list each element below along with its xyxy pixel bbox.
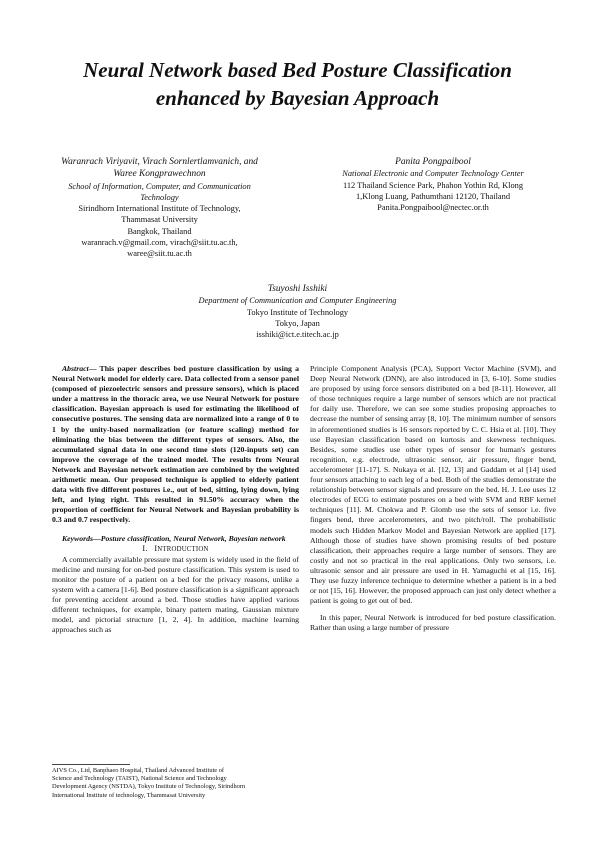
author-city: Bangkok, Thailand bbox=[127, 226, 192, 236]
keywords-body: Posture classification, Neural Network, Bayesian network bbox=[100, 533, 286, 543]
author-institute: Tokyo Institute of Technology bbox=[246, 307, 349, 317]
author-address: 112 Thailand Science Park, Phahon Yothin Rd, Klong bbox=[342, 180, 524, 190]
abstract bbox=[52, 364, 299, 526]
author-name: Panita Pongpaibool bbox=[395, 157, 471, 167]
abstract-dash: — bbox=[88, 364, 100, 373]
intro-paragraph-2: In this paper, Neural Network is introduced for bed posture classification. Rather than using a large number of pressure bbox=[310, 613, 556, 633]
author-email: isshiki@ict.e.titech.ac.jp bbox=[256, 330, 339, 340]
author-department: National Electronic and Computer Technology Center bbox=[342, 169, 524, 179]
section-title-initial: I bbox=[154, 543, 158, 553]
right-column bbox=[310, 364, 556, 633]
author-email: Panita.Pongpaibool@nectec.or.th bbox=[377, 203, 489, 213]
author-department-cont: Technology bbox=[140, 193, 179, 203]
author-block-1 bbox=[22, 156, 297, 259]
author-city: Tokyo, Japan bbox=[275, 318, 320, 328]
section-heading-introduction bbox=[52, 544, 299, 555]
keywords bbox=[52, 534, 299, 544]
author-block-2 bbox=[300, 156, 566, 213]
section-numeral: I. bbox=[142, 543, 148, 553]
author-department: Department of Communication and Computer Engineering bbox=[198, 296, 397, 306]
author-email-cont: waree@siit.tu.ac.th bbox=[127, 249, 192, 259]
footnote-line: AIVS Co., Ltd, Banphaeo Hospital, Thailand Advanced Institute of bbox=[52, 767, 225, 774]
intro-paragraph-1: A commercially available pressure mat system is widely used in the field of medicine and nursing for on-bed posture classification. This system is used to monitor the posture of a patient on a bed for the privacy reasons, unlike a system with a camera [1-6]. Bed posture classification is a significant approach for preventing accident around a bed. Those studies have applied various different techniques, for example, binary pattern mating, Gaussian mixture model, and pictorial structure [1, 2, 4]. In addition, machine learning approaches such as bbox=[52, 554, 299, 635]
author-email: waranrach.v@gmail.com, virach@siit.tu.ac.th, bbox=[81, 237, 238, 247]
abstract-body: This paper describes bed posture classification by using a Neural Network model for elderly care. Data collected from a sensor panel (composed of piezoelectric sensors and pressure sensors), which is placed under a mattress in the thoracic area, we use Neural Network for posture classification. Bayesian approach is used for estimating the likelihood of consecutive postures. The sensing data are normalized into a range of 0 to 1 by the unity-based normalization (or feature scaling) method for eliminating the bias between the different types of sensors. Also, the accumulated signal data in one second time slots (120-inputs set) can improve the coverage of the trained model. The results from Neural Network and Bayesian network estimation are combined by the weighted arithmetic mean. Our proposed technique is applied to elderly patient data with five different postures i.e., out of bed, sitting, lying down, lying left, and lying right. This resulted in 91.50% accuracy when the proportion of coefficient for Neural Network and Bayesian probability is 0.3 and 0.7 respectively. bbox=[52, 364, 299, 525]
author-institute-cont: Thammasat University bbox=[121, 215, 198, 225]
keywords-label: Keywords— bbox=[62, 533, 101, 543]
intro-paragraph-1-continued: Principle Component Analysis (PCA), Support Vector Machine (SVM), and Deep Neural Network (DNN), are also introduced in [3, 6-10]. Some studies are proposed by using force sensors distributed on a bed [8-11]. However, all of those techniques require a large number of sensors which are not practical for daily use. Therefore, we can see some studies proposing approaches to decrease the number of sensing array [8, 10]. The minimum number of sensors in aforementioned studies is 16 sensors reported by C. C. Hsia et al. [10]. They use Bayesian classification based on kurtosis and skewness techniques. Besides, some studies use other types of sensor for human's gestures recognition, e.g. electrode, ultrasonic sensor, air pressure, finger bend, accelerometer [11-17]. S. Nukaya et al. [12, 13] and Gaddam et al [14] used four sensors attaching to each leg of a bed. Both of the studies demonstrate the relationship between sensor signals and pressure on the bed. H. J. Lee uses 12 electrodes of ECG to estimate postures on a bed with SVM and RBF kernel techniques [11]. M. Chokwa and P. Glomb use the sets of sensor i.e. five fingers bend, three accelerometers, and two pitch/roll. The probabilistic models such Hidden Markov Model and Bayesian Network are applied [17]. Although those of studies have shown promising results of bed posture classification, their approaches require a large number of sensors. They are costly and not so practical in the real applications. Only two sensors, i.e. ultrasonic sensor and air pressure are used in H. Yamaguchi et al [15, 16]. They use fuzzy inference technique to determine whether a patient is in a bed or not [15, 16]. However, the proposed approach can just only detect whether a patient is going to get out of bed. bbox=[310, 364, 556, 606]
author-address-cont: 1,Klong Luang, Pathumthani 12120, Thailand bbox=[355, 191, 511, 201]
author-block-3 bbox=[130, 283, 465, 340]
footnote-line: International Institute of technology, Thammasat University bbox=[52, 791, 206, 799]
footnote-rule bbox=[52, 764, 130, 765]
author-name: Tsuyoshi Isshiki bbox=[267, 284, 328, 294]
title-line-2: enhanced by Bayesian Approach bbox=[155, 86, 440, 110]
author-department: School of Information, Computer, and Communication bbox=[68, 181, 251, 191]
paper-title bbox=[40, 56, 555, 112]
author-names-cont: Waree Kongprawechnon bbox=[113, 169, 206, 180]
footnote bbox=[52, 767, 299, 800]
author-institute: Sirindhorn International Institute of Technology, bbox=[78, 204, 241, 214]
section-title-rest: NTRODUCTION bbox=[157, 545, 209, 553]
footnote-line: Science and Technology (TAIST), National Science and Technology bbox=[52, 775, 227, 783]
title-line-1: Neural Network based Bed Posture Classification bbox=[83, 58, 512, 82]
abstract-label: Abstract bbox=[62, 364, 89, 373]
author-names: Waranrach Viriyavit, Virach Sornlertlamvanich, and bbox=[61, 157, 258, 167]
footnote-line: Development Agency (NSTDA), Tokyo Institute of Technology, Sirindhorn bbox=[52, 783, 246, 791]
left-column bbox=[52, 364, 299, 635]
